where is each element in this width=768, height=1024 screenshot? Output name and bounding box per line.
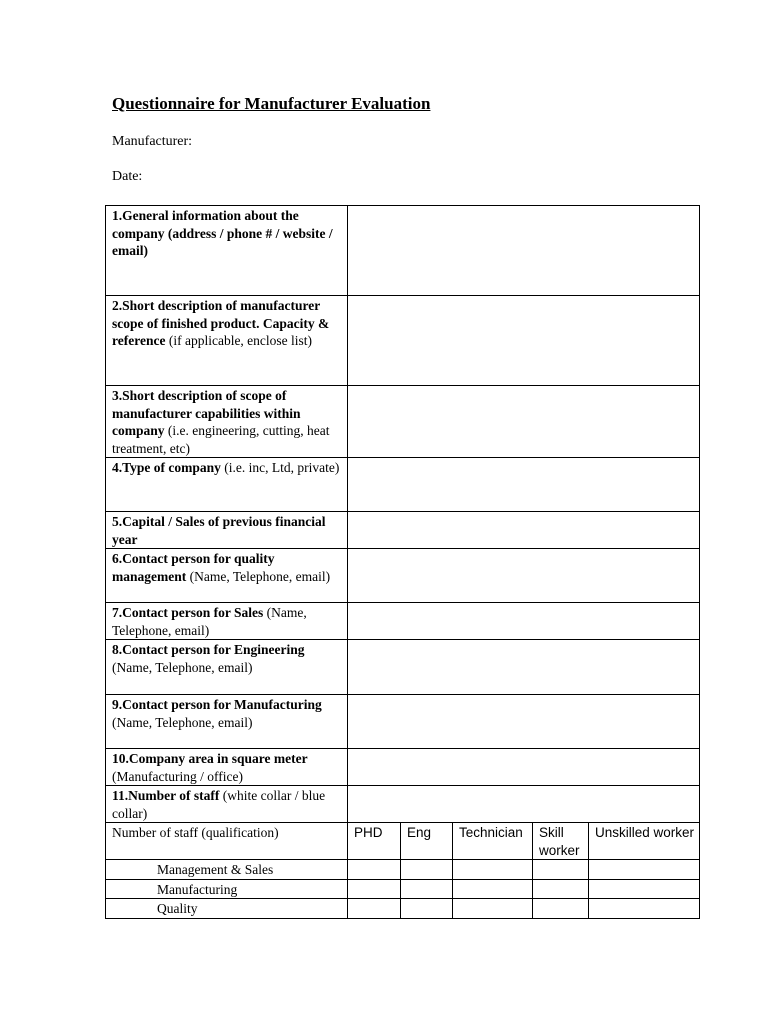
staff-row-manufacturing	[106, 879, 700, 899]
question-hint: (Manufacturing / office)	[112, 768, 243, 784]
question-text: 11.Number of staff	[112, 788, 220, 803]
question-cell	[106, 786, 348, 823]
question-hint: (i.e. inc, Ltd, private)	[220, 460, 340, 475]
question-hint: (Name, Telephone, email)	[112, 659, 253, 675]
question-row-2	[106, 296, 700, 386]
question-hint: (if applicable, enclose list)	[165, 333, 313, 348]
question-text: 4.Type of company	[112, 460, 221, 475]
staff-cell[interactable]	[589, 879, 700, 899]
question-text: 2.Short description of manufacturer scope of finished product. Capacity & reference	[112, 298, 330, 348]
question-row-3	[106, 386, 700, 458]
question-cell	[106, 640, 348, 695]
question-hint: (Name, Telephone, email)	[112, 605, 307, 638]
question-hint: (white collar / blue collar)	[112, 788, 326, 821]
question-row-4	[106, 458, 700, 512]
question-text: 1.General information about the company (address / phone # / website / email)	[112, 208, 333, 258]
question-cell	[106, 749, 348, 786]
question-cell	[106, 296, 348, 386]
staff-cell[interactable]	[589, 899, 700, 919]
staff-cell[interactable]	[348, 860, 401, 880]
column-header-unskilled-worker: Unskilled worker	[589, 823, 700, 860]
answer-cell-9[interactable]	[348, 695, 700, 749]
column-header-phd: PHD	[348, 823, 401, 860]
staff-row-label: Quality	[106, 899, 348, 919]
answer-cell-4[interactable]	[348, 458, 700, 512]
question-cell	[106, 549, 348, 603]
column-header-skill-worker: Skill worker	[533, 823, 589, 860]
question-hint: (i.e. engineering, cutting, heat treatment, etc)	[112, 423, 330, 456]
staff-cell[interactable]	[533, 879, 589, 899]
staff-cell[interactable]	[453, 860, 533, 880]
staff-cell[interactable]	[533, 899, 589, 919]
page-title: Questionnaire for Manufacturer Evaluation	[112, 94, 431, 113]
question-hint: (Name, Telephone, email)	[186, 568, 331, 584]
answer-cell-5[interactable]	[348, 512, 700, 549]
question-row-9	[106, 695, 700, 749]
question-text: 7.Contact person for Sales	[112, 605, 264, 620]
staff-row-label: Manufacturing	[106, 879, 348, 899]
answer-cell-8[interactable]	[348, 640, 700, 695]
staff-cell[interactable]	[348, 879, 401, 899]
question-text: 3.Short description of scope of manufacturer capabilities within company	[112, 388, 301, 438]
question-cell	[106, 512, 348, 549]
answer-cell-10[interactable]	[348, 749, 700, 786]
staff-row-label: Management & Sales	[106, 860, 348, 880]
questionnaire-table	[105, 205, 700, 919]
question-cell	[106, 386, 348, 458]
question-cell	[106, 603, 348, 640]
answer-cell-2[interactable]	[348, 296, 700, 386]
question-hint: (Name, Telephone, email)	[112, 714, 253, 730]
answer-cell-3[interactable]	[348, 386, 700, 458]
question-text: 8.Contact person for Engineering	[112, 642, 305, 657]
question-row-1	[106, 206, 700, 296]
question-row-7	[106, 603, 700, 640]
question-row-8	[106, 640, 700, 695]
staff-row-management-sales	[106, 860, 700, 880]
question-text: 10.Company area in square meter	[112, 751, 308, 766]
staff-cell[interactable]	[401, 860, 453, 880]
question-cell	[106, 206, 348, 296]
column-header-technician: Technician	[453, 823, 533, 860]
staff-row-quality	[106, 899, 700, 919]
staff-cell[interactable]	[401, 899, 453, 919]
question-row-10	[106, 749, 700, 786]
staff-cell[interactable]	[453, 899, 533, 919]
staff-cell[interactable]	[589, 860, 700, 880]
question-row-11	[106, 786, 700, 823]
question-cell	[106, 458, 348, 512]
date-label: Date:	[112, 169, 143, 184]
question-text: 5.Capital / Sales of previous financial year	[112, 514, 326, 547]
staff-cell[interactable]	[401, 879, 453, 899]
question-text: 9.Contact person for Manufacturing	[112, 697, 322, 712]
question-row-5	[106, 512, 700, 549]
answer-cell-7[interactable]	[348, 603, 700, 640]
staff-cell[interactable]	[348, 899, 401, 919]
staff-cell[interactable]	[533, 860, 589, 880]
staff-cell[interactable]	[453, 879, 533, 899]
column-header-eng: Eng	[401, 823, 453, 860]
answer-cell-1[interactable]	[348, 206, 700, 296]
question-text: 6.Contact person for quality management	[112, 551, 275, 584]
manufacturer-label: Manufacturer:	[112, 134, 193, 149]
answer-cell-6[interactable]	[348, 549, 700, 603]
staff-header-row	[106, 823, 700, 860]
question-row-6	[106, 549, 700, 603]
staff-row-header: Number of staff (qualification)	[106, 823, 348, 860]
answer-cell-11[interactable]	[348, 786, 700, 823]
question-cell	[106, 695, 348, 749]
